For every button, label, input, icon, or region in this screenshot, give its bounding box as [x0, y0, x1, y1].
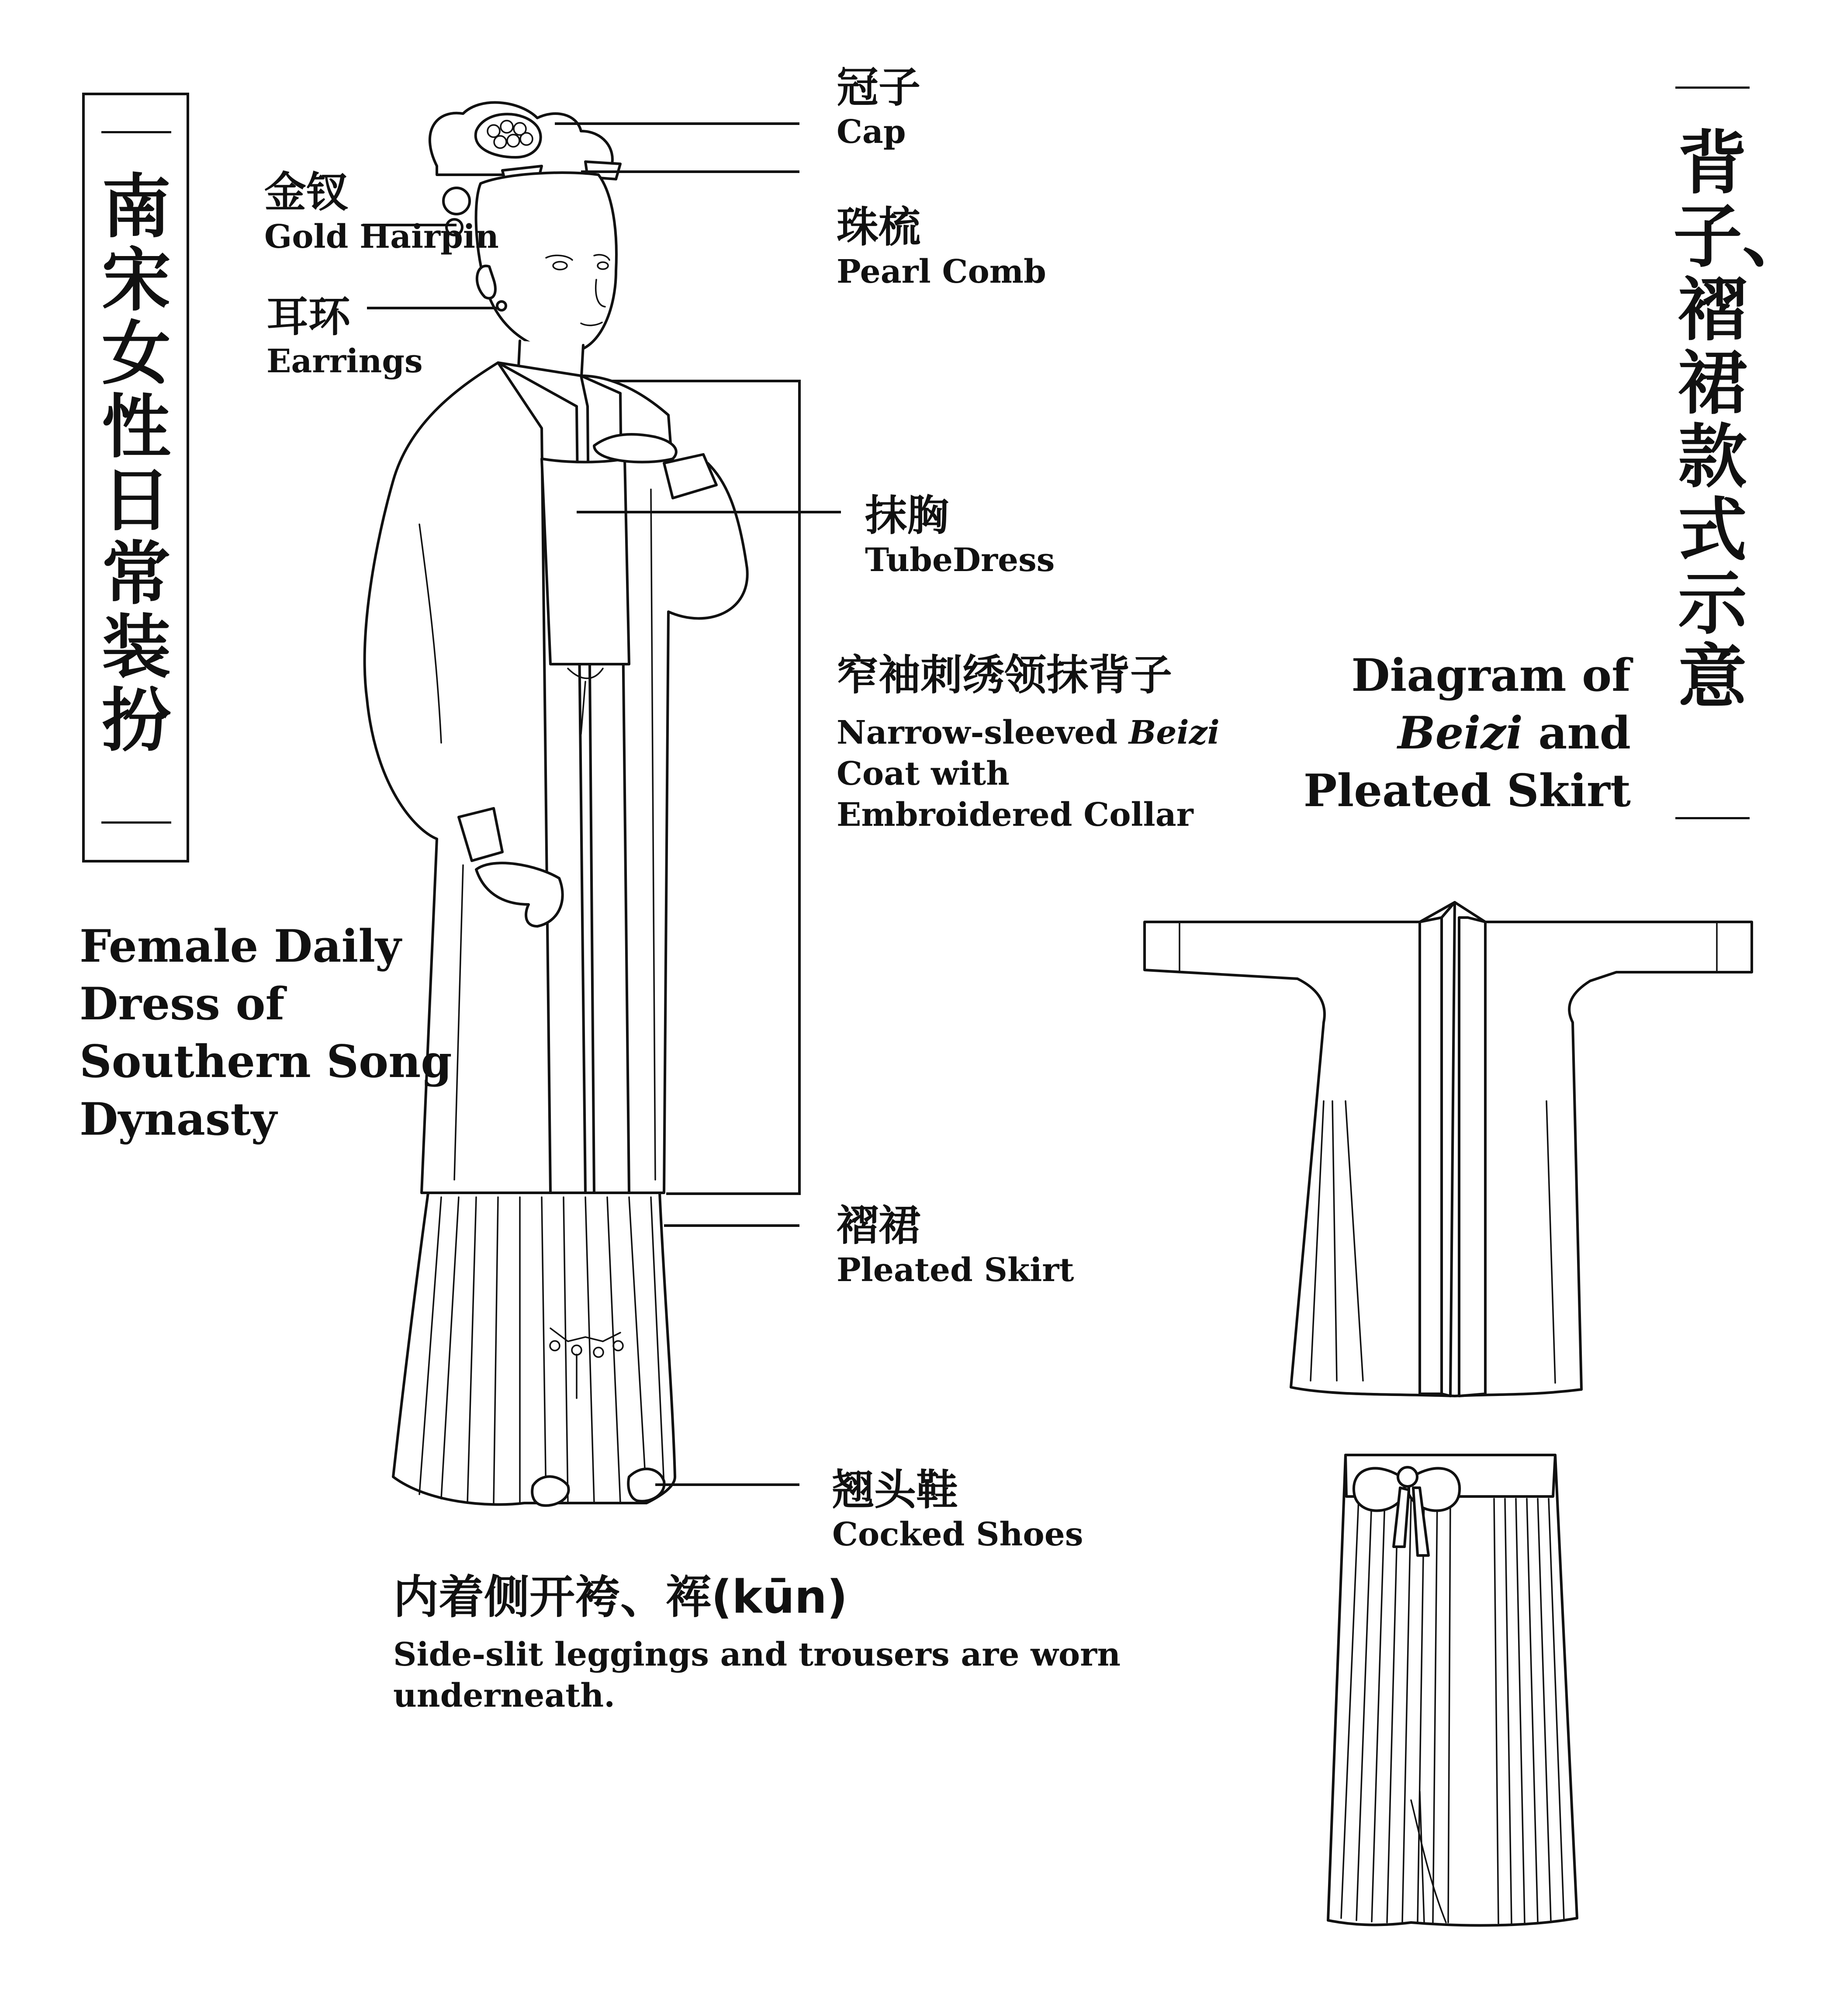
label-beizi-en-line-2: Coat with	[837, 755, 1010, 793]
label-beizi-en-line-3: Embroidered Collar	[837, 796, 1193, 834]
pleated-skirt-diagram	[1328, 1455, 1577, 1926]
right-title-en-rest: and	[1522, 707, 1631, 759]
left-title-rule-top	[101, 131, 171, 133]
label-beizi-en-line-1	[837, 712, 1220, 753]
right-title-en-italic: Beizi	[1398, 707, 1523, 759]
right-title-zh: 背子、褶裙款式示意	[1673, 123, 1811, 717]
right-title-en-line-3: Pleated Skirt	[1303, 765, 1631, 817]
label-tube-dress-zh: 抹胸	[865, 491, 949, 540]
label-pearl-comb-zh: 珠梳	[837, 203, 920, 252]
left-title-en-line-2: Dress of	[80, 978, 285, 1030]
label-tube-dress-en: TubeDress	[865, 541, 1055, 579]
underneath-note-en-line-2: underneath.	[393, 1677, 615, 1715]
label-gold-hairpin-zh: 金钗	[264, 168, 348, 217]
left-title-en-line-3: Southern Song	[80, 1036, 452, 1088]
right-title-en	[1304, 647, 1631, 820]
label-cap-en: Cap	[837, 113, 906, 151]
label-gold-hairpin-en: Gold Hairpin	[264, 218, 499, 256]
label-pleated-skirt	[837, 1202, 1074, 1291]
left-title-en	[80, 918, 452, 1148]
right-title-rule-bottom	[1675, 817, 1750, 819]
right-title-en-line-1: Diagram of	[1351, 649, 1631, 702]
label-pearl-comb-en: Pearl Comb	[837, 253, 1046, 291]
label-cap-zh: 冠子	[837, 63, 920, 112]
label-cap	[837, 63, 920, 152]
underneath-note	[393, 1569, 1121, 1716]
label-cocked-shoes-en: Cocked Shoes	[832, 1516, 1083, 1553]
label-gold-hairpin	[264, 168, 499, 257]
label-cocked-shoes	[832, 1466, 1083, 1555]
beizi-coat-diagram	[1145, 902, 1752, 1396]
left-title-en-line-4: Dynasty	[80, 1093, 277, 1146]
underneath-note-en-line-1: Side-slit leggings and trousers are worn	[393, 1636, 1121, 1673]
left-title-zh: 南宋女性日常装扮	[102, 167, 171, 761]
right-title-rule-top	[1675, 87, 1750, 89]
label-earrings-en: Earrings	[266, 343, 423, 380]
label-pleated-skirt-en: Pleated Skirt	[837, 1251, 1074, 1289]
label-beizi-zh: 窄袖刺绣领抹背子	[837, 651, 1172, 700]
label-cocked-shoes-zh: 翘头鞋	[832, 1465, 958, 1514]
underneath-note-zh: 内着侧开袴、裈(kūn)	[393, 1570, 848, 1624]
label-earrings	[266, 293, 423, 382]
label-pleated-skirt-zh: 褶裙	[837, 1201, 920, 1250]
label-beizi	[837, 651, 1220, 835]
left-title-rule-bottom	[101, 821, 171, 824]
left-title-en-line-1: Female Daily	[80, 920, 401, 973]
label-beizi-en-italic: Beizi	[1128, 714, 1220, 752]
label-tube-dress	[865, 492, 1055, 581]
label-earrings-zh: 耳环	[266, 292, 350, 341]
label-pearl-comb	[837, 203, 1046, 292]
label-beizi-en-pre: Narrow-sleeved	[837, 714, 1129, 752]
right-title-en-line-2	[1304, 704, 1631, 762]
